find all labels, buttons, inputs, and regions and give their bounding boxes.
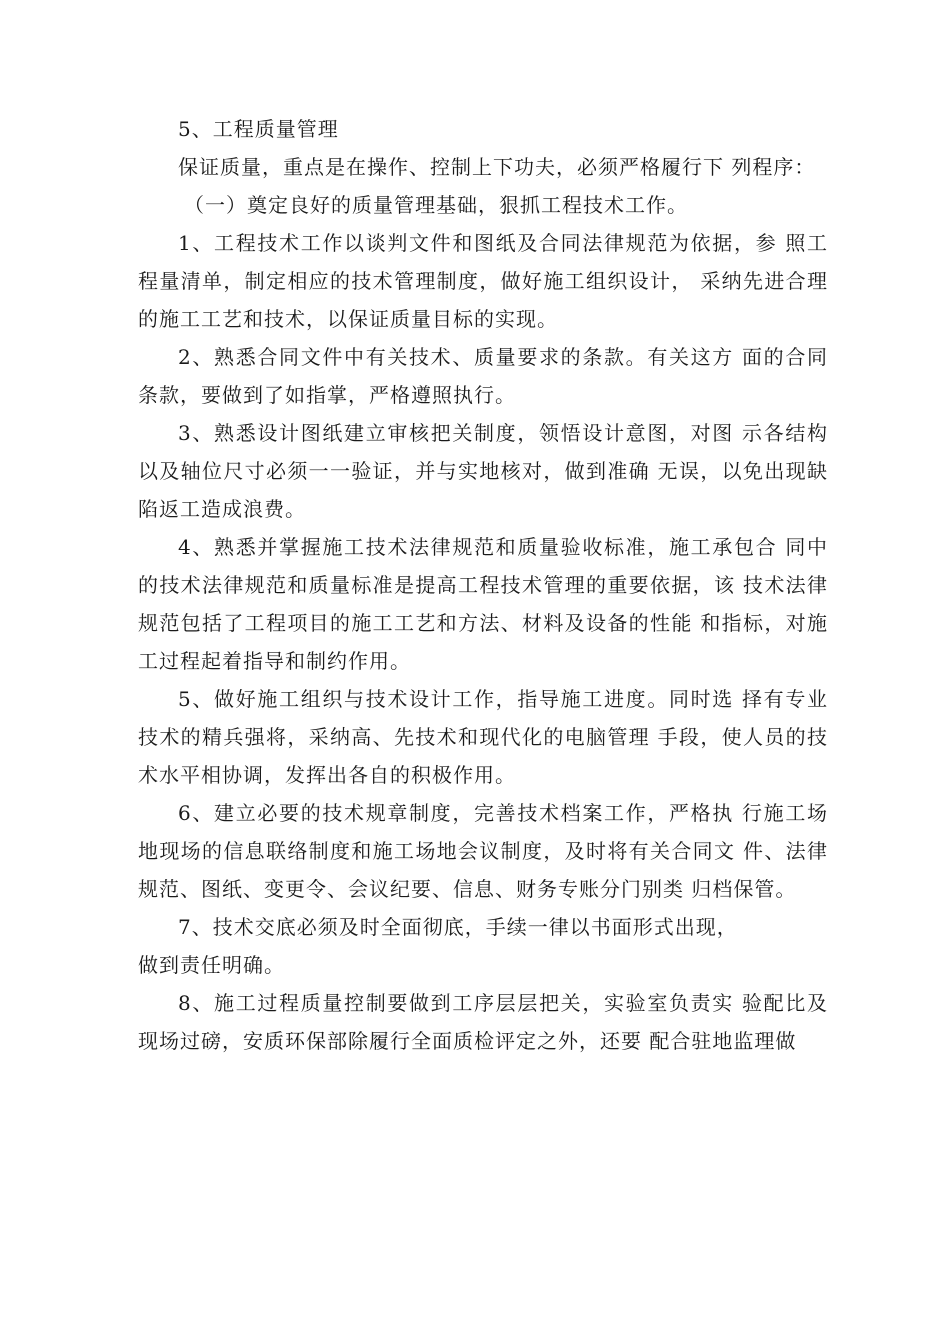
paragraph-item-6: 6、建立必要的技术规章制度，完善技术档案工作，严格执 行施工场地现场的信息联络制度和施工场地会议制度，及时将有关合同文 件、法律规范、图纸、变更令、会议纪要、信息、财务专账分门别类 归档保管。 (138, 801, 828, 901)
paragraph-intro: 保证质量，重点是在操作、控制上下功夫，必须严格履行下 列程序： (178, 155, 816, 179)
paragraph-item-7-continued: 做到责任明确。 (138, 953, 285, 977)
paragraph-item-1: 1、工程技术工作以谈判文件和图纸及合同法律规范为依据，参 照工程量清单，制定相应的技术管理制度，做好施工组织设计， 采纳先进合理的施工工艺和技术，以保证质量目标的实现。 (138, 231, 828, 331)
section-heading: 5、工程质量管理 (178, 117, 339, 141)
paragraph-item-3: 3、熟悉设计图纸建立审核把关制度，领悟设计意图，对图 示各结构以及轴位尺寸必须一一验证，并与实地核对，做到准确 无误，以免出现缺陷返工造成浪费。 (138, 421, 828, 521)
paragraph-item-4: 4、熟悉并掌握施工技术法律规范和质量验收标准，施工承包合 同中的技术法律规范和质量标准是提高工程技术管理的重要依据，该 技术法律规范包括了工程项目的施工工艺和方法、材料及设备的性能 和指标，对施工过程起着指导和制约作用。 (138, 535, 828, 673)
paragraph-item-5: 5、做好施工组织与技术设计工作，指导施工进度。同时选 择有专业技术的精兵强将，采纳高、先技术和现代化的电脑管理 手段，使人员的技术水平相协调，发挥出各自的积极作用。 (138, 687, 828, 787)
subsection-heading: （一）奠定良好的质量管理基础，狠抓工程技术工作。 (184, 193, 688, 217)
document-body (138, 110, 828, 1060)
paragraph-item-7: 7、技术交底必须及时全面彻底，手续一律以书面形式出现， (178, 915, 738, 939)
paragraph-item-2: 2、熟悉合同文件中有关技术、质量要求的条款。有关这方 面的合同条款，要做到了如指掌，严格遵照执行。 (138, 345, 828, 407)
paragraph-item-8: 8、施工过程质量控制要做到工序层层把关，实验室负责实 验配比及现场过磅，安质环保部除履行全面质检评定之外，还要 配合驻地监理做 (138, 991, 828, 1053)
